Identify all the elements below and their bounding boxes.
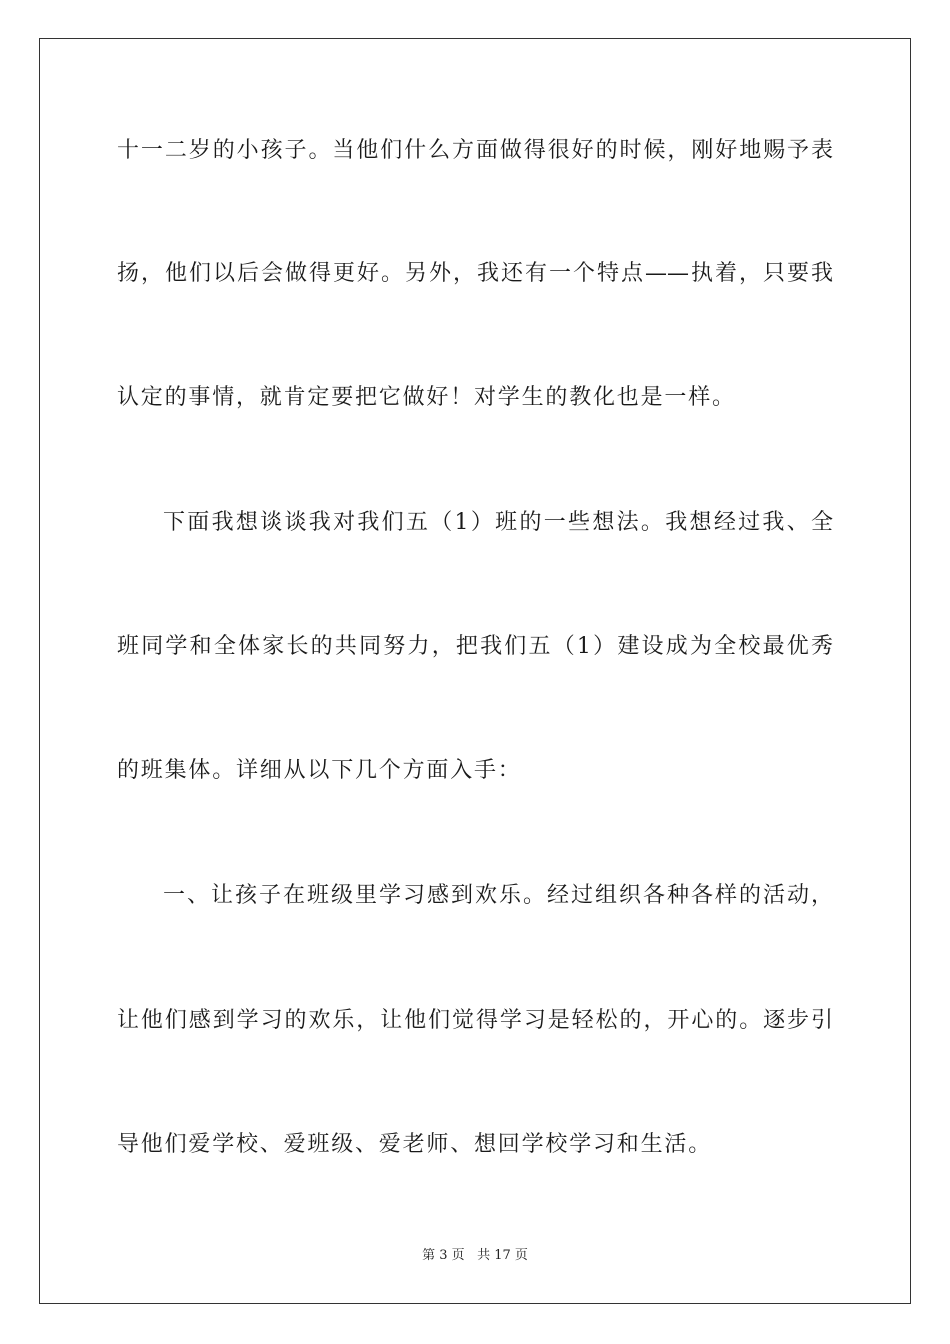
paragraph-line: 导他们爱学校、爱班级、爱老师、想回学校学习和生活。 [117,1132,713,1157]
paragraph-line: 扬，他们以后会做得更好。另外，我还有一个特点——执着，只要我 [117,261,833,286]
page-frame [39,38,911,1304]
page-footer [0,1247,950,1265]
paragraph-line: 的班集体。详细从以下几个方面入手： [117,758,522,783]
paragraph-line: 十一二岁的小孩子。当他们什么方面做得很好的时候，刚好地赐予表 [117,138,833,163]
paragraph-line: 让他们感到学习的欢乐，让他们觉得学习是轻松的，开心的。逐步引 [117,1008,833,1033]
page-total: 共 17 页 [477,1248,528,1263]
paragraph-line: 认定的事情，就肯定要把它做好！对学生的教化也是一样。 [117,385,736,410]
paragraph-line: 班同学和全体家长的共同努力，把我们五（1）建设成为全校最优秀 [117,634,833,659]
paragraph-line: 下面我想谈谈我对我们五（1）班的一些想法。我想经过我、全 [163,510,833,535]
paragraph-line: 一、让孩子在班级里学习感到欢乐。经过组织各种各样的活动， [163,883,833,908]
page-number: 第 3 页 [422,1248,465,1263]
